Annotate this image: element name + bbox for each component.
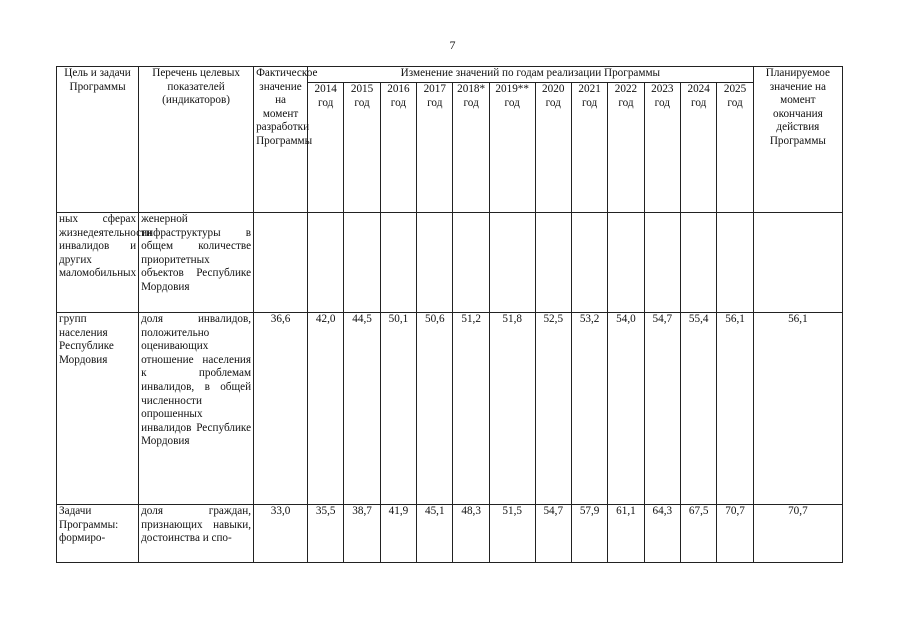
value-cell [571, 213, 607, 313]
header-year-unit: год [427, 96, 443, 109]
header-year-number: 2017 [423, 83, 446, 95]
value-cell [380, 213, 416, 313]
header-year-unit: год [318, 96, 334, 109]
header-year-number: 2019** [495, 83, 529, 95]
value-cell: 57,9 [571, 505, 607, 563]
header-year-unit: год [390, 96, 407, 109]
header-changes: Изменение значений по годам реализации Программы [308, 67, 754, 83]
table-row [57, 505, 843, 563]
header-year [571, 83, 607, 213]
table-row [57, 313, 843, 505]
actual-cell: 36,6 [254, 313, 308, 505]
header-indicators: Перечень целевых показателей (индикаторов) [139, 67, 254, 213]
planned-cell: 70,7 [753, 505, 842, 563]
value-cell: 61,1 [608, 505, 644, 563]
value-cell [489, 213, 535, 313]
header-year-unit: год [581, 96, 598, 109]
value-cell: 53,2 [571, 313, 607, 505]
header-year [308, 83, 344, 213]
header-year-unit: год [504, 96, 520, 109]
value-cell: 52,5 [535, 313, 571, 505]
header-year-unit: год [691, 96, 707, 109]
planned-cell [753, 213, 842, 313]
header-year-number: 2022 [614, 83, 638, 95]
goal-cell: ных сферах жизнедеятельности инвалидов и других маломобильных [57, 213, 139, 313]
value-cell: 64,3 [644, 505, 680, 563]
value-cell [344, 213, 380, 313]
header-year [644, 83, 680, 213]
value-cell: 67,5 [681, 505, 717, 563]
header-year-number: 2021 [578, 83, 601, 95]
actual-cell: 33,0 [254, 505, 308, 563]
indicator-cell: доля граждан, признающих навыки, достоинства и спо- [139, 505, 254, 563]
value-cell: 35,5 [308, 505, 344, 563]
header-year [344, 83, 380, 213]
header-year-unit: год [727, 96, 743, 109]
header-year [489, 83, 535, 213]
value-cell: 38,7 [344, 505, 380, 563]
header-year-unit: год [545, 96, 561, 109]
table-row [57, 213, 843, 313]
value-cell: 41,9 [380, 505, 416, 563]
header-actual: Фактическое значение на момент разработки Программы [254, 67, 308, 213]
header-year-unit: год [354, 96, 370, 109]
value-cell: 54,7 [535, 505, 571, 563]
value-cell [417, 213, 453, 313]
page-number: 7 [449, 38, 456, 52]
header-year [608, 83, 644, 213]
planned-cell: 56,1 [753, 313, 842, 505]
value-cell: 54,7 [644, 313, 680, 505]
header-year-number: 2014 [314, 83, 337, 95]
header-year-number: 2015 [350, 83, 374, 95]
value-cell [644, 213, 680, 313]
value-cell: 70,7 [717, 505, 753, 563]
indicator-cell: доля инвалидов, положительно оценивающих отношение населения к проблемам инвалидов, в общей численности опрошенных инвалидов Республике Мордовия [139, 313, 254, 505]
header-year-number: 2023 [651, 83, 674, 95]
value-cell: 51,2 [453, 313, 489, 505]
value-cell [717, 213, 753, 313]
value-cell [535, 213, 571, 313]
header-year-unit: год [618, 96, 634, 109]
header-year-number: 2020 [542, 83, 565, 95]
value-cell: 42,0 [308, 313, 344, 505]
header-year [717, 83, 753, 213]
value-cell [608, 213, 644, 313]
indicator-cell: женерной инфраструктуры в общем количестве приоритетных объектов Республике Мордовия [139, 213, 254, 313]
value-cell: 44,5 [344, 313, 380, 505]
header-year-number: 2016 [387, 83, 410, 95]
value-cell [453, 213, 489, 313]
indicators-table [56, 66, 843, 563]
header-year-number: 2025 [723, 83, 747, 95]
value-cell [681, 213, 717, 313]
value-cell: 45,1 [417, 505, 453, 563]
goal-cell: Задачи Программы: формиро- [57, 505, 139, 563]
goal-cell: групп населения Республике Мордовия [57, 313, 139, 505]
value-cell: 51,5 [489, 505, 535, 563]
value-cell: 51,8 [489, 313, 535, 505]
header-year [681, 83, 717, 213]
value-cell: 48,3 [453, 505, 489, 563]
header-goal: Цель и задачи Программы [57, 67, 139, 213]
header-year-number: 2018* [457, 83, 486, 95]
value-cell: 50,6 [417, 313, 453, 505]
header-year [453, 83, 489, 213]
value-cell: 54,0 [608, 313, 644, 505]
header-planned: Планируемое значение на момент окончания действия Программы [753, 67, 842, 213]
value-cell: 50,1 [380, 313, 416, 505]
value-cell [308, 213, 344, 313]
actual-cell [254, 213, 308, 313]
header-year-number: 2024 [687, 83, 710, 95]
header-year-unit: год [463, 96, 479, 109]
header-year-unit: год [654, 96, 670, 109]
value-cell: 56,1 [717, 313, 753, 505]
header-year [417, 83, 453, 213]
header-year [380, 83, 416, 213]
header-year [535, 83, 571, 213]
table-header [57, 67, 843, 213]
value-cell: 55,4 [681, 313, 717, 505]
